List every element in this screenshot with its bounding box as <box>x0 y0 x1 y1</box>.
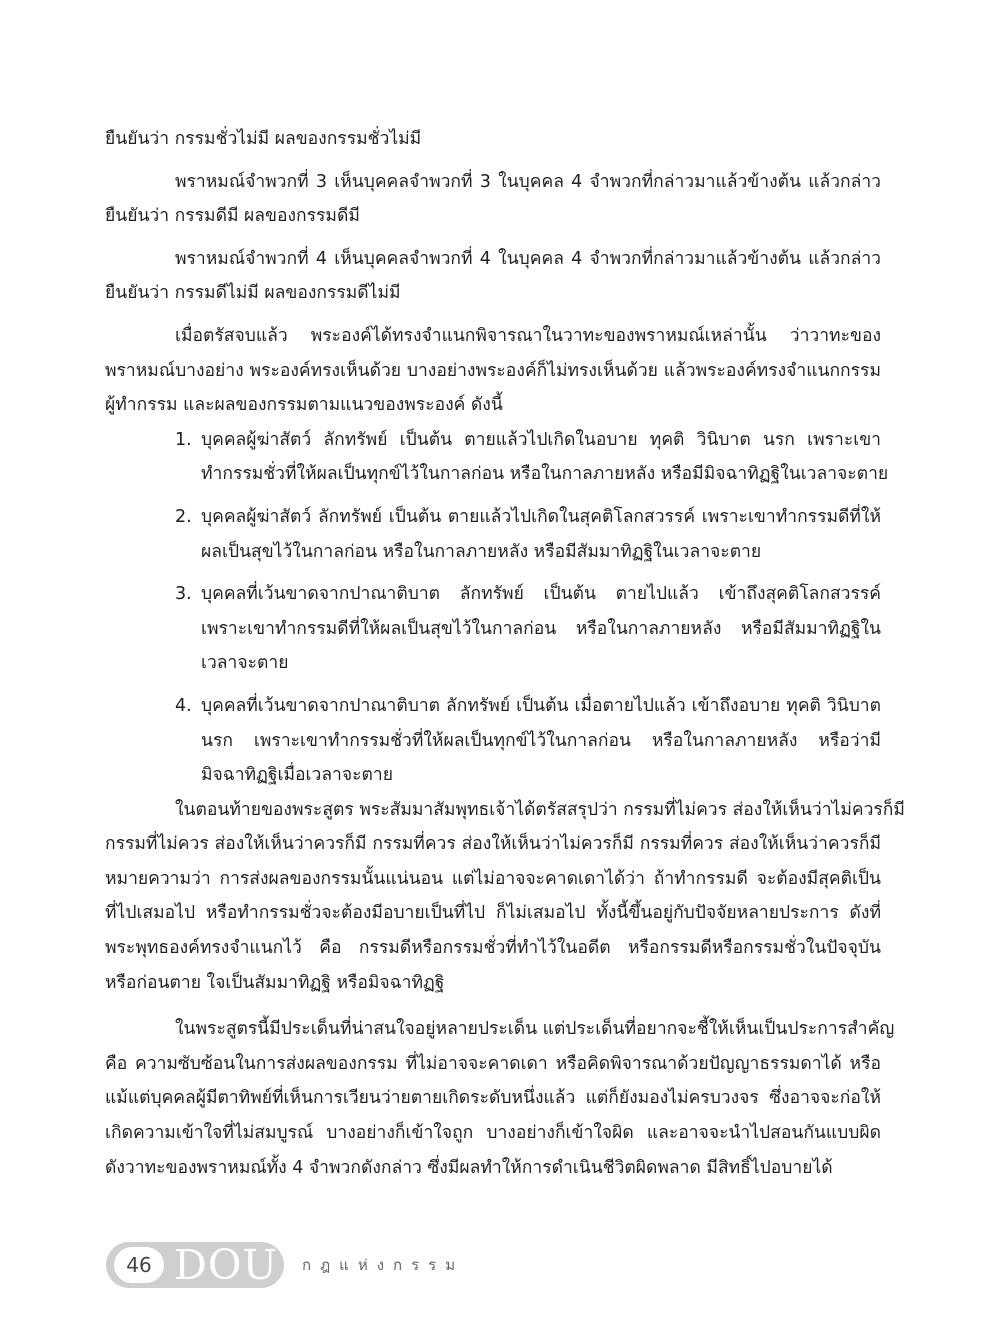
paragraph-5 <box>105 793 905 1001</box>
list-item <box>105 423 889 492</box>
text-line: นรก เพราะเขาทำกรรมชั่วที่ให้ผลเป็นทุกข์ไว้ในกาลก่อน หรือในกาลภายหลัง หรือว่ามี <box>201 730 881 751</box>
paragraph-2 <box>105 165 881 234</box>
text-line: พราหมณ์บางอย่าง พระองค์ทรงเห็นด้วย บางอย่างพระองค์ก็ไม่ทรงเห็นด้วย แล้วพระองค์ทรงจำแนกกรรม <box>105 360 881 381</box>
paragraph-4 <box>105 319 881 423</box>
spacer <box>105 157 881 165</box>
paragraph-6 <box>105 1012 895 1185</box>
list-item <box>105 577 881 681</box>
text-line: บุคคลผู้ฆ่าสัตว์ ลักทรัพย์ เป็นต้น ตายแล้วไปเกิดในสุคติโลกสวรรค์ เพราะเขาทำกรรมดีที่ให้ <box>201 506 881 527</box>
text-line: ในตอนท้ายของพระสูตร พระสัมมาสัมพุทธเจ้าได้ตรัสสรุปว่า กรรมที่ไม่ควร ส่องให้เห็นว่าไม่ควรก็มี <box>175 799 905 820</box>
text-line: ยืนยันว่า กรรมดีไม่มี ผลของกรรมดีไม่มี <box>105 283 401 304</box>
text-line: ดังวาทะของพราหมณ์ทั้ง 4 จำพวกดังกล่าว ซึ่งมีผลทำให้การดำเนินชีวิตผิดพลาด มีสิทธิ์ไปอบายได้ <box>105 1157 833 1178</box>
text-line: ที่ไปเสมอไป หรือทำกรรมชั่วจะต้องมีอบายเป็นที่ไป ก็ไม่เสมอไป ทั้งนี้ขึ้นอยู่กับปัจจัยหลายประการ ดังที่ <box>105 903 881 924</box>
text-line: เมื่อตรัสจบแล้ว พระองค์ได้ทรงจำแนกพิจารณาในวาทะของพราหมณ์เหล่านั้น ว่าวาทะของ <box>175 325 881 346</box>
spacer <box>105 492 881 500</box>
spacer <box>105 681 881 689</box>
text-line: เพราะเขาทำกรรมดีที่ให้ผลเป็นสุขไว้ในกาลก่อน หรือในกาลภายหลัง หรือมีสัมมาทิฏฐิใน <box>201 618 881 639</box>
book-title: กฎแห่งกรรม <box>302 1256 465 1274</box>
text-line: ยืนยันว่า กรรมดีมี ผลของกรรมดีมี <box>105 206 360 227</box>
list-item-number: 4. <box>175 695 192 716</box>
list-item <box>105 500 881 569</box>
text-line: เกิดความเข้าใจที่ไม่สมบูรณ์ บางอย่างก็เข้าใจถูก บางอย่างก็เข้าใจผิด และอาจจะนำไปสอนกันแบบผิด <box>105 1123 881 1144</box>
text-line: ทำกรรมชั่วที่ให้ผลเป็นทุกข์ไว้ในกาลก่อน หรือในกาลภายหลัง หรือมีมิจฉาทิฏฐิในเวลาจะตาย <box>201 464 889 485</box>
text-line: พราหมณ์จำพวกที่ 4 เห็นบุคคลจำพวกที่ 4 ในบุคคล 4 จำพวกที่กล่าวมาแล้วข้างต้น แล้วกล่าว <box>175 248 881 269</box>
text-line: หมายความว่า การส่งผลของกรรมนั้นแน่นอน แต่ไม่อาจจะคาดเดาได้ว่า ถ้าทำกรรมดี จะต้องมีสุคติเป็น <box>105 868 881 889</box>
list-item-number: 3. <box>175 584 192 605</box>
list-item-number: 2. <box>175 506 192 527</box>
text-line: ยืนยันว่า กรรมชั่วไม่มี ผลของกรรมชั่วไม่มี <box>105 129 422 149</box>
text-line: ในพระสูตรนี้มีประเด็นที่น่าสนใจอยู่หลายประเด็น แต่ประเด็นที่อยากจะชี้ให้เห็นเป็นประการสำคัญ <box>175 1019 895 1040</box>
text-line: พราหมณ์จำพวกที่ 3 เห็นบุคคลจำพวกที่ 3 ในบุคคล 4 จำพวกที่กล่าวมาแล้วข้างต้น แล้วกล่าว <box>175 171 881 192</box>
text-line: กรรมที่ไม่ควร ส่องให้เห็นว่าควรก็มี กรรมที่ควร ส่องให้เห็นว่าไม่ควรก็มี กรรมที่ควร ส่องให้เห็นว่าควรก็มี <box>105 834 881 855</box>
page-body <box>105 122 905 1185</box>
spacer <box>105 1000 881 1012</box>
text-line: พระพุทธองค์ทรงจำแนกไว้ คือ กรรมดีหรือกรรมชั่วที่ทำไว้ในอดีต หรือกรรมดีหรือกรรมชั่วในปัจจุบัน <box>105 938 881 959</box>
page-footer <box>106 1242 506 1288</box>
footer-badge <box>106 1242 284 1288</box>
text-line: แม้แต่บุคคลผู้มีตาทิพย์ที่เห็นการเวียนว่ายตายเกิดระดับหนึ่งแล้ว แต่ก็ยังมองไม่ครบวงจร ซึ่งอาจจะก่อให้ <box>105 1088 881 1109</box>
text-line: หรือก่อนตาย ใจเป็นสัมมาทิฏฐิ หรือมิจฉาทิฏฐิ <box>105 972 445 993</box>
text-line: ผู้ทำกรรม และผลของกรรมตามแนวของพระองค์ ดังนี้ <box>105 395 503 416</box>
spacer <box>105 311 881 319</box>
text-line: บุคคลที่เว้นขาดจากปาณาติบาต ลักทรัพย์ เป็นต้น เมื่อตายไปแล้ว เข้าถึงอบาย ทุคติ วินิบาต <box>201 695 881 716</box>
numbered-list <box>105 423 889 793</box>
spacer <box>105 569 881 577</box>
paragraph-3 <box>105 242 881 311</box>
paragraph-1 <box>105 122 881 157</box>
list-item-number: 1. <box>175 429 192 450</box>
text-line: มิจฉาทิฏฐิเมื่อเวลาจะตาย <box>201 765 393 786</box>
text-line: บุคคลที่เว้นขาดจากปาณาติบาต ลักทรัพย์ เป็นต้น ตายไปแล้ว เข้าถึงสุคติโลกสวรรค์ <box>201 584 881 605</box>
text-line: เวลาจะตาย <box>201 653 289 674</box>
list-item <box>105 689 881 793</box>
dou-logo: DOU <box>174 1241 279 1289</box>
page-number: 46 <box>114 1247 164 1283</box>
text-line: บุคคลผู้ฆ่าสัตว์ ลักทรัพย์ เป็นต้น ตายแล้วไปเกิดในอบาย ทุคติ วินิบาต นรก เพราะเขา <box>201 429 881 450</box>
spacer <box>105 234 881 242</box>
text-line: ผลเป็นสุขไว้ในกาลก่อน หรือในกาลภายหลัง หรือมีสัมมาทิฏฐิในเวลาจะตาย <box>201 541 762 562</box>
text-line: คือ ความซับซ้อนในการส่งผลของกรรม ที่ไม่อาจจะคาดเดา หรือคิดพิจารณาด้วยปัญญาธรรมดาได้ หรือ <box>105 1053 881 1074</box>
